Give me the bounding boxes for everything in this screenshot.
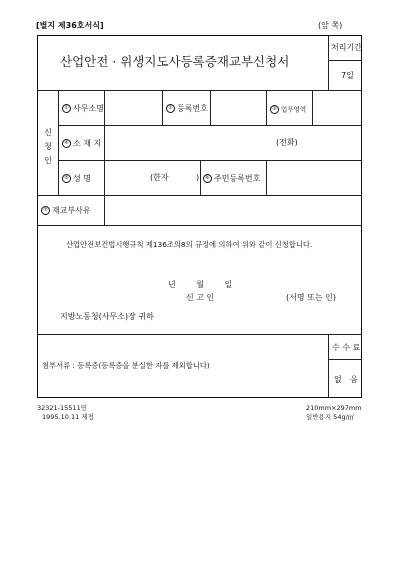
divider xyxy=(266,90,267,125)
declaration-text: 산업안전보건법시행규칙 제136조의8의 규정에 의하여 위와 같이 신청합니다. xyxy=(66,240,313,249)
divider xyxy=(328,60,361,61)
hanja-label: (한자 xyxy=(150,173,169,182)
divider xyxy=(328,359,361,360)
hanja-close: ) xyxy=(196,173,200,182)
fee-label: 수 수 료 xyxy=(332,343,361,352)
applicant-label: 신 청 인 xyxy=(44,128,52,165)
name-label: ⑤ 성 명 xyxy=(62,174,91,183)
form-number: [별지 제36호서식] xyxy=(36,21,104,30)
sign-or-seal: (서명 또는 인) xyxy=(286,293,336,302)
divider xyxy=(312,90,313,125)
address-label: ④ 소 재 지 xyxy=(62,139,101,148)
footer-size: 210mm×297mm xyxy=(306,404,362,412)
divider xyxy=(58,90,59,195)
processing-period-label: 처리기간 xyxy=(331,43,362,52)
business-area-label: ③ 업무영역 xyxy=(270,105,306,114)
applicant-sign-label: 신 고 인 xyxy=(186,293,215,302)
date-line: 년 월 일 xyxy=(168,280,233,289)
application-form xyxy=(37,35,362,398)
divider xyxy=(38,225,361,226)
divider xyxy=(104,195,105,225)
divider xyxy=(38,334,361,335)
addressee: 지방노동청(사무소)장 귀하 xyxy=(60,312,154,321)
footer-date: 1995.10.11 제정 xyxy=(42,413,94,421)
resident-no-label: ⑥ 주민등록번호 xyxy=(203,174,260,183)
processing-period-value: 7일 xyxy=(341,71,354,80)
footer-paper: 일반용지 54g/㎡ xyxy=(306,413,355,421)
divider xyxy=(200,160,201,195)
divider xyxy=(266,160,267,195)
divider xyxy=(328,334,329,397)
divider xyxy=(104,90,105,195)
attachments: 첨부서류 : 등록증(등록증을 분실한 자를 제외합니다) xyxy=(42,361,210,370)
form-title: 산업안전 · 위생지도사등록증재교부신청서 xyxy=(60,54,290,69)
phone-label: (전화) xyxy=(276,138,298,147)
fee-value: 없 음 xyxy=(334,375,358,384)
divider xyxy=(210,90,211,125)
reg-no-label: ② 등록번호 xyxy=(166,104,208,113)
divider xyxy=(162,90,163,125)
footer-code: 32321-15511민 xyxy=(37,404,87,412)
page-side: (앞 쪽) xyxy=(318,21,343,30)
divider xyxy=(38,195,361,196)
office-name-label: ① 사무소명 xyxy=(62,104,104,113)
divider xyxy=(328,36,329,90)
reissue-reason-label: ⑦ 재교부사유 xyxy=(41,206,91,215)
